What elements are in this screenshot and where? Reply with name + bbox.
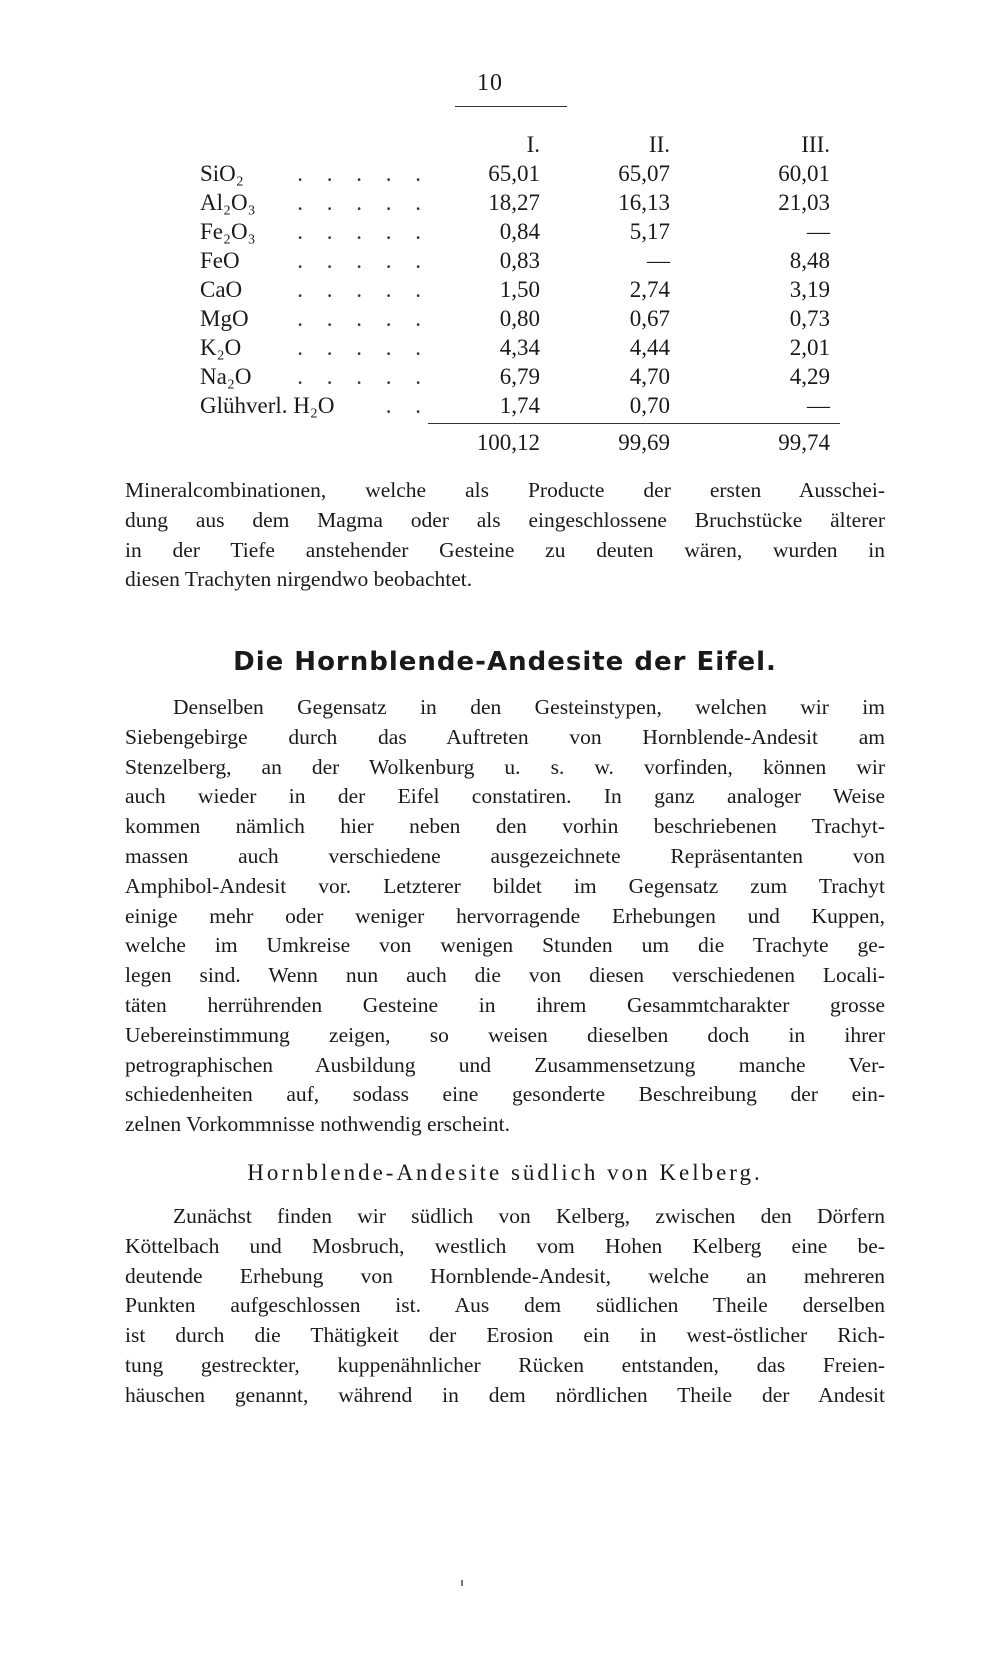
leader-dots: . . . . . xyxy=(297,306,430,331)
value-ii: 0,67 xyxy=(629,306,670,331)
text-line: einige mehr oder weniger hervorragende Erhebungen und Kuppen, xyxy=(125,903,885,928)
total-iii: 99,74 xyxy=(778,430,830,455)
value-iii: 21,03 xyxy=(778,190,830,215)
column-header-i: I. xyxy=(526,132,540,157)
text-line: tung gestreckter, kuppenähnlicher Rücken entstanden, das Freien- xyxy=(125,1352,885,1377)
table-row xyxy=(200,364,840,394)
text-line: häuschen genannt, während in dem nördlichen Theile der Andesit xyxy=(125,1382,885,1407)
value-iii: — xyxy=(807,219,830,244)
value-iii: 2,01 xyxy=(789,335,830,360)
text-line: Denselben Gegensatz in den Gesteinstypen, welchen wir im xyxy=(173,695,885,719)
text-line: ist durch die Thätigkeit der Erosion ein in west-östlicher Rich- xyxy=(125,1323,885,1348)
table-row xyxy=(200,161,840,191)
value-iii: 0,73 xyxy=(789,306,830,331)
oxide-label: K₂O xyxy=(200,335,242,360)
value-i: 4,34 xyxy=(499,335,540,360)
section-heading: Die Hornblende-Andesite der Eifel. xyxy=(233,647,777,677)
value-i: 0,83 xyxy=(499,248,540,273)
oxide-label: SiO₂ xyxy=(200,161,244,186)
oxide-label: Al₂O₃ xyxy=(200,190,256,215)
text-line: Siebengebirge durch das Auftreten von Hornblende-Andesit am xyxy=(125,724,885,749)
text-line: Amphibol-Andesit vor. Letzterer bildet im Gegensatz zum Trachyt xyxy=(125,873,885,898)
text-line: legen sind. Wenn nun auch die von diesen verschiedenen Locali- xyxy=(125,963,885,988)
value-ii: 0,70 xyxy=(629,393,670,418)
text-line: welche im Umkreise von wenigen Stunden um die Trachyte ge- xyxy=(125,933,885,958)
print-speck xyxy=(461,1580,463,1586)
value-ii: 5,17 xyxy=(629,219,670,244)
value-i: 1,50 xyxy=(499,277,540,302)
leader-dots: . . . . . xyxy=(297,364,430,389)
value-iii: 3,19 xyxy=(789,277,830,302)
value-i: 0,84 xyxy=(499,219,540,244)
text-line: deutende Erhebung von Hornblende-Andesit, welche an mehreren xyxy=(125,1263,885,1288)
leader-dots: . . . . . xyxy=(297,248,430,273)
value-i: 0,80 xyxy=(499,306,540,331)
table-row xyxy=(200,190,840,220)
leader-dots: . . . . . xyxy=(297,219,430,244)
table-row xyxy=(200,248,840,278)
column-header-iii: III. xyxy=(801,132,830,157)
text-line: diesen Trachyten nirgendwo beobachtet. xyxy=(125,567,473,592)
table-row xyxy=(200,306,840,336)
text-line: Mineralcombinationen, welche als Producte der ersten Ausschei- xyxy=(125,478,885,502)
total-ii: 99,69 xyxy=(618,430,670,455)
sum-rule xyxy=(428,423,840,424)
text-line: täten herrührenden Gesteine in ihrem Gesammtcharakter grosse xyxy=(125,992,885,1017)
table-row xyxy=(200,277,840,307)
value-ii: 2,74 xyxy=(629,277,670,302)
text-line: in der Tiefe anstehender Gesteine zu deuten wären, wurden in xyxy=(125,537,885,562)
oxide-label: Na₂O xyxy=(200,364,252,389)
total-i: 100,12 xyxy=(476,430,540,455)
oxide-label: MgO xyxy=(200,306,249,331)
oxide-label: FeO xyxy=(200,248,240,273)
text-line: Uebereinstimmung zeigen, so weisen dieselben doch in ihrer xyxy=(125,1022,885,1047)
oxide-label: CaO xyxy=(200,277,243,302)
leader-dots: . . . . . xyxy=(297,190,430,215)
value-iii: — xyxy=(807,393,830,418)
text-line: zelnen Vorkommnisse nothwendig erscheint. xyxy=(125,1112,510,1137)
text-line: massen auch verschiedene ausgezeichnete Repräsentanten von xyxy=(125,843,885,868)
oxide-label: Glühverl. H₂O xyxy=(200,393,335,418)
value-iii: 8,48 xyxy=(789,248,830,273)
text-line: kommen nämlich hier neben den vorhin beschriebenen Trachyt- xyxy=(125,814,885,839)
column-header-ii: II. xyxy=(648,132,670,157)
value-i: 1,74 xyxy=(499,393,540,418)
text-line: Köttelbach und Mosbruch, westlich vom Hohen Kelberg eine be- xyxy=(125,1233,885,1258)
leader-dots: . . xyxy=(385,393,430,418)
text-line: dung aus dem Magma oder als eingeschlossene Bruchstücke älterer xyxy=(125,507,885,532)
subsection-heading: Hornblende-Andesite südlich von Kelberg. xyxy=(247,1160,763,1185)
text-line: Punkten aufgeschlossen ist. Aus dem südlichen Theile derselben xyxy=(125,1293,885,1318)
page-number: 10 xyxy=(477,70,503,96)
paragraph-mineral-combinations xyxy=(125,476,885,595)
table-row xyxy=(200,335,840,365)
table-row xyxy=(200,219,840,249)
leader-dots: . . . . . xyxy=(297,161,430,186)
table-totals-row xyxy=(200,430,840,460)
leader-dots: . . . . . xyxy=(297,335,430,360)
value-ii: 16,13 xyxy=(618,190,670,215)
value-iii: 4,29 xyxy=(789,364,830,389)
text-line: Stenzelberg, an der Wolkenburg u. s. w. vorfinden, können wir xyxy=(125,754,885,779)
value-ii: 65,07 xyxy=(618,161,670,186)
value-iii: 60,01 xyxy=(778,161,830,186)
value-ii: 4,70 xyxy=(629,364,670,389)
leader-dots: . . . . . xyxy=(297,277,430,302)
text-line: schiedenheiten auf, sodass eine gesonderte Beschreibung der ein- xyxy=(125,1082,885,1107)
text-line: auch wieder in der Eifel constatiren. In ganz analoger Weise xyxy=(125,784,885,809)
value-i: 18,27 xyxy=(488,190,540,215)
text-line: petrographischen Ausbildung und Zusammensetzung manche Ver- xyxy=(125,1052,885,1077)
paragraph-hornblende-andesite xyxy=(125,693,885,1140)
value-ii: — xyxy=(647,248,670,273)
value-ii: 4,44 xyxy=(629,335,670,360)
text-line: Zunächst finden wir südlich von Kelberg, zwischen den Dörfern xyxy=(173,1204,885,1228)
paragraph-kelberg xyxy=(125,1202,885,1411)
value-i: 65,01 xyxy=(488,161,540,186)
table-row xyxy=(200,393,840,423)
value-i: 6,79 xyxy=(499,364,540,389)
oxide-label: Fe₂O₃ xyxy=(200,219,256,244)
page-number-rule xyxy=(455,106,567,107)
